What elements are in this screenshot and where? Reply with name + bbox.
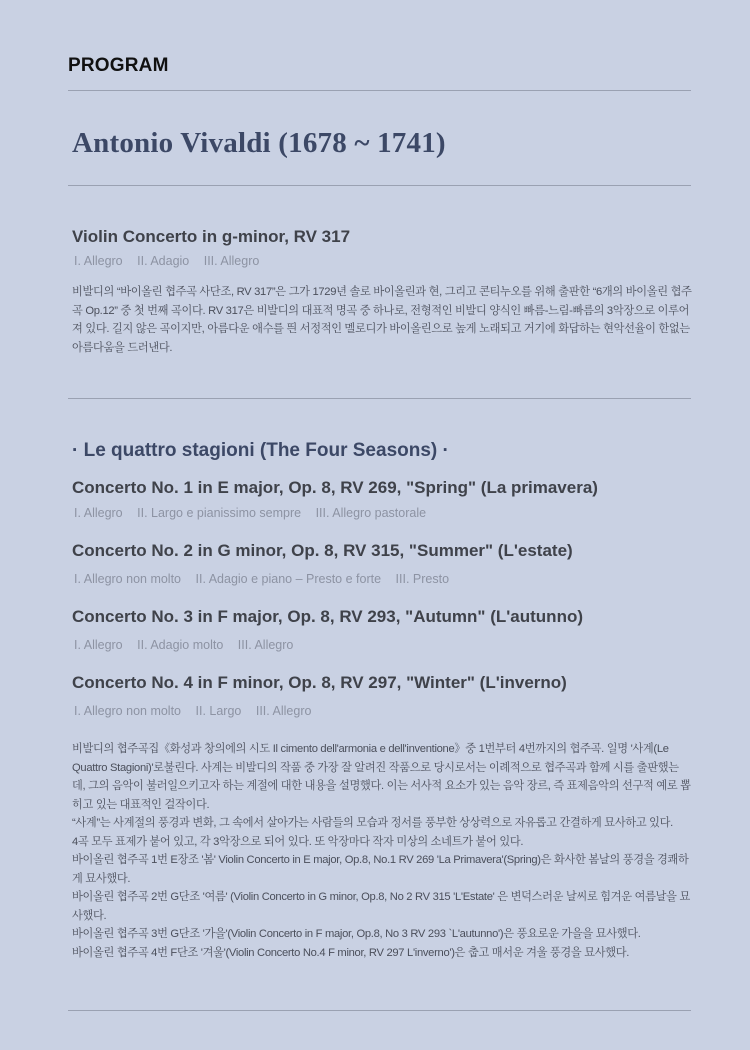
movement: I. Allegro non molto: [74, 704, 182, 718]
description-paragraph: 비발디의 협주곡집《화성과 창의에의 시도 Il cimento dell'armonia e dell'inventione》중 1번부터 4번까지의 협주곡. 일명 '사계(Le Quattro Stagioni)'로불린다. 사계는 비발디의 작품 중 가장 잘 알려진 작품으로 당시로서는 이례적으로 협주곡과 함께 시를 출판했는데, 그의 음악이 불러일으키고자 하는 계절에 대한 내용을 설명했다. 이는 서사적 요소가 있는 음악 장르, 즉 표제음악의 선구적 예로 뽑히고 있는 대표적인 걸작이다.: [72, 743, 691, 811]
divider: [68, 185, 691, 186]
concerto-title-summer: Concerto No. 2 in G minor, Op. 8, RV 315, "Summer" (L'estate): [72, 541, 573, 560]
description-paragraph: 바이올린 협주곡 3번 G단조 '가을'(Violin Concerto in F major, Op.8, No 3 RV 293 `L'autunno')은 풍요로운 가을을 묘사했다.: [72, 928, 641, 940]
movement-list: [74, 254, 270, 268]
seasons-heading: · Le quattro stagioni (The Four Seasons) ·: [72, 440, 449, 461]
movement-list: [74, 506, 437, 520]
seasons-description: [72, 740, 692, 962]
movement: III. Allegro: [237, 638, 294, 652]
divider: [68, 1010, 691, 1011]
rv317-description: [72, 283, 692, 357]
movement: I. Allegro: [74, 638, 123, 652]
description-paragraph: 4곡 모두 표제가 붙어 있고, 각 3악장으로 되어 있다. 또 악장마다 작자 미상의 소네트가 붙어 있다.: [72, 835, 524, 848]
concerto-title-winter: Concerto No. 4 in F minor, Op. 8, RV 297, "Winter" (L'inverno): [72, 673, 567, 692]
description-paragraph: 바이올린 협주곡 1번 E장조 '봄' Violin Concerto in E major, Op.8, No.1 RV 269 'La Primavera'(Spring)은 화사한 봄날의 풍경을 경쾌하게 묘사했다.: [72, 854, 689, 885]
movement: II. Largo: [195, 704, 242, 718]
divider: [68, 398, 691, 399]
movement: III. Allegro pastorale: [315, 506, 427, 520]
divider: [68, 90, 691, 91]
movement: III. Allegro: [255, 704, 312, 718]
description-paragraph: 비발디의 “바이올린 협주곡 사단조, RV 317”은 그가 1729년 솔로 바이올린과 현, 그리고 콘티누오를 위해 출판한 “6개의 바이올린 협주곡 Op.12” 중 첫 번째 곡이다. RV 317은 비발디의 대표적 명곡 중 하나로, 전형적인 비발디 양식인 빠름-느림-빠름의 3악장으로 이루어져 있다. 길지 않은 곡이지만, 아름다운 애수를 띈 서정적인 멜로디가 바이올린으로 높게 노래되고 거기에 화답하는 현악선율이 한없는 아름다움을 드러낸다.: [72, 286, 692, 354]
movement-list: [74, 572, 460, 586]
movement-list: [74, 704, 322, 718]
movement: II. Adagio molto: [137, 638, 224, 652]
movement-list: [74, 638, 304, 652]
program-label: PROGRAM: [68, 55, 169, 76]
work-title-rv317: Violin Concerto in g-minor, RV 317: [72, 227, 351, 246]
composer-title: Antonio Vivaldi (1678 ~ 1741): [72, 127, 446, 159]
description-paragraph: “사계”는 사계절의 풍경과 변화, 그 속에서 살아가는 사람들의 모습과 정서를 풍부한 상상력으로 자유롭고 간결하게 묘사하고 있다.: [72, 817, 673, 829]
movement: II. Adagio: [137, 254, 190, 268]
movement: I. Allegro: [74, 506, 123, 520]
movement: II. Adagio e piano – Presto e forte: [195, 572, 382, 586]
movement: III. Allegro: [203, 254, 260, 268]
description-paragraph: 바이올린 협주곡 2번 G단조 '여름' (Violin Concerto in G minor, Op.8, No 2 RV 315 'L'Estate' 은 변덕스러운 날씨로 힘겨운 여름날을 묘사했다.: [72, 891, 690, 922]
movement: III. Presto: [395, 572, 450, 586]
movement: I. Allegro non molto: [74, 572, 182, 586]
concerto-title-autumn: Concerto No. 3 in F major, Op. 8, RV 293, "Autumn" (L'autunno): [72, 607, 583, 626]
concerto-title-spring: Concerto No. 1 in E major, Op. 8, RV 269, "Spring" (La primavera): [72, 478, 598, 497]
movement: I. Allegro: [74, 254, 123, 268]
description-paragraph: 바이올린 협주곡 4번 F단조 '겨울'(Violin Concerto No.4 F minor, RV 297 L'inverno')은 춥고 매서운 겨울 풍경을 묘사했다.: [72, 946, 630, 959]
movement: II. Largo e pianissimo sempre: [137, 506, 302, 520]
